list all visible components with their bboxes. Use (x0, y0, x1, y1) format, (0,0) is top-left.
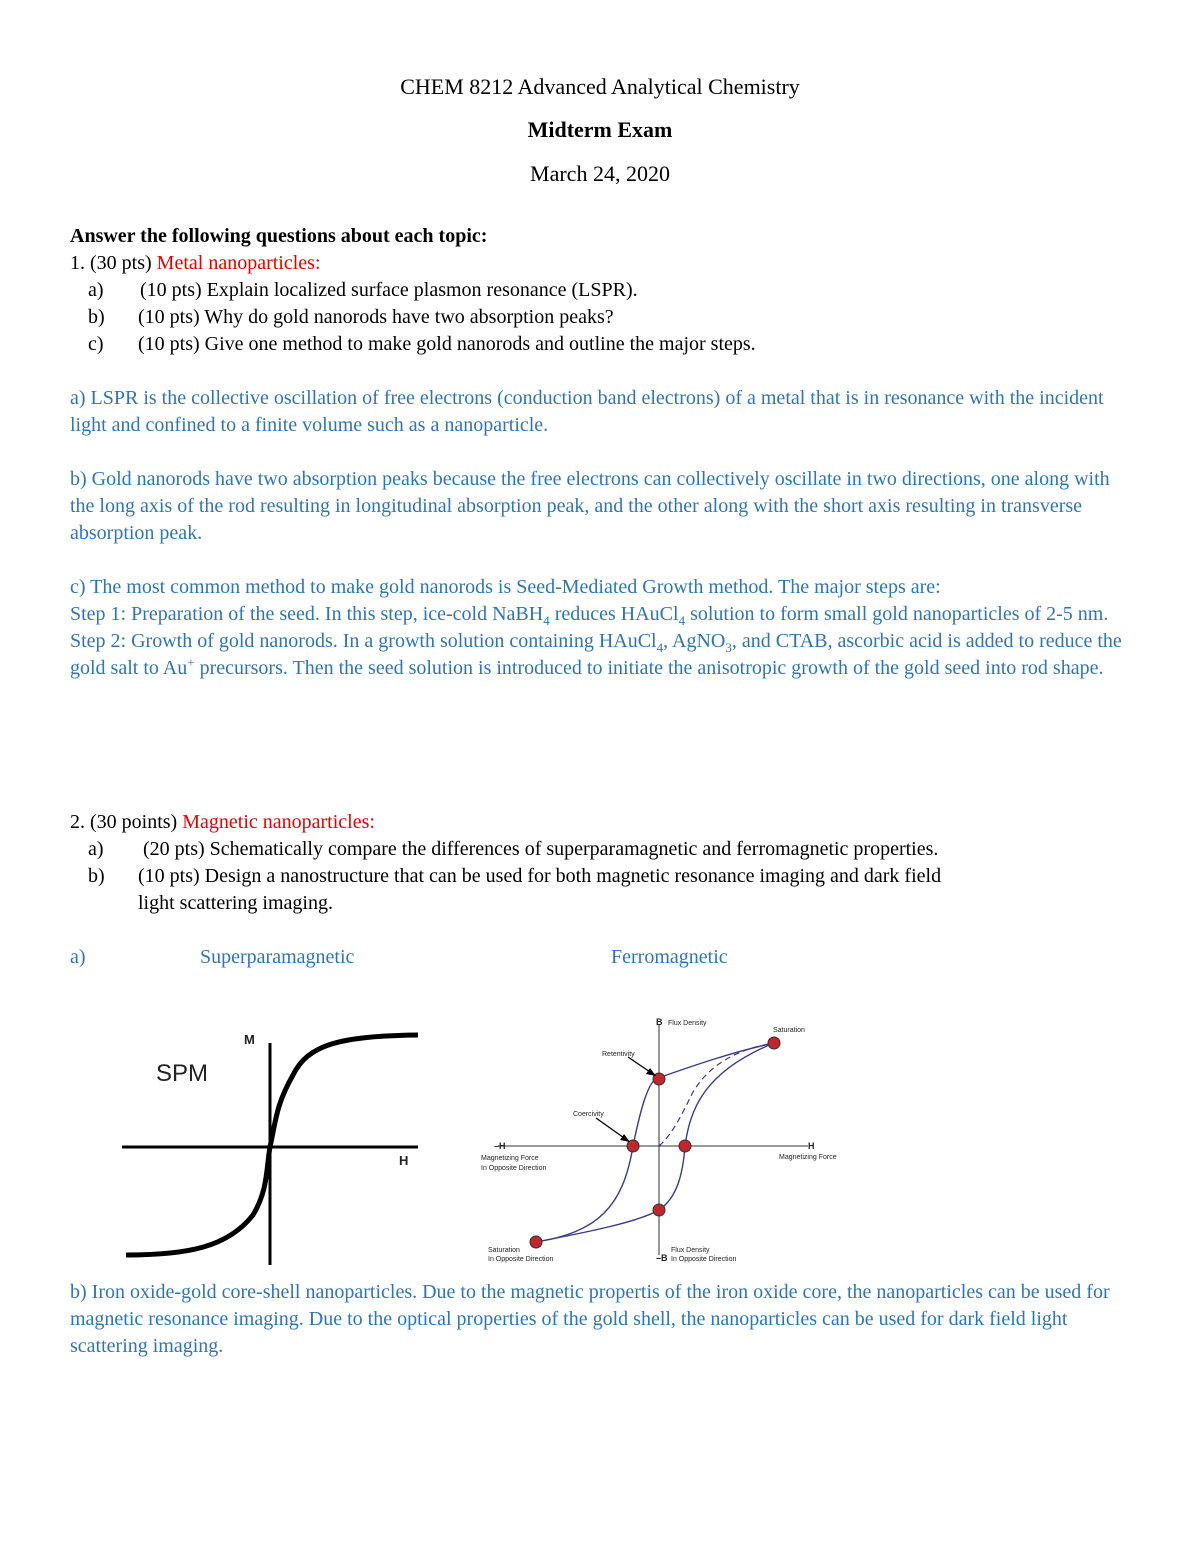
spm-label: SPM (156, 1060, 209, 1087)
q1-points: (30 pts) (90, 252, 152, 274)
q2-part-b-text-cont: light scattering imaging. (138, 892, 333, 914)
q2-part-a-text: (20 pts) Schematically compare the differences of superparamagnetic and ferromagnetic properties. (143, 838, 939, 860)
q2-points: (30 points) (90, 811, 178, 833)
ferro-saturation-label: Saturation (773, 1027, 805, 1034)
ferro-neg-saturation-text-1: Saturation (488, 1247, 520, 1254)
ferro-point-neg-saturation (530, 1236, 542, 1248)
ferro-neg-b-text-2: In Opposite Direction (671, 1256, 737, 1263)
ferro-neg-b-text-1: Flux Density (671, 1247, 710, 1254)
q1-answer-c-step1: Step 1: Preparation of the seed. In this step, ice-cold NaBH$_4$ reduces HAuCl$_4$ solution to form small gold nanoparticles of 2-5 nm. (70, 603, 1109, 628)
q1-topic: Metal nanoparticles: (156, 252, 321, 274)
coercivity-arrowhead (620, 1134, 630, 1142)
q2-part-b-text: (10 pts) Design a nanostructure that can be used for both magnetic resonance imaging and dark field (138, 865, 942, 887)
q1-answer-c-step2: Step 2: Growth of gold nanorods. In a growth solution containing HAuCl$_4$, AgNO$_3$, and CTAB, ascorbic acid is added to reduce the gold salt to Au+ precursors. Then the seed solution is introduced to initiate the anisotropic growth of the gold seed into rod shape. (70, 630, 1122, 679)
ferro-neg-saturation-text-2: In Opposite Direction (488, 1256, 554, 1263)
q2-number: 2. (70, 811, 85, 833)
q2-part-a-label: a) (88, 838, 104, 860)
ferro-b-label: B (656, 1017, 663, 1027)
q1-part-a-label: a) (88, 279, 104, 301)
ferro-point-neg-retentivity (653, 1204, 665, 1216)
course-title: CHEM 8212 Advanced Analytical Chemistry (400, 74, 800, 99)
exam-date: March 24, 2020 (530, 161, 670, 186)
q1-part-c-text: (10 pts) Give one method to make gold nanorods and outline the major steps. (138, 333, 756, 355)
q1-part-b-text: (10 pts) Why do gold nanorods have two absorption peaks? (138, 306, 614, 328)
question-2-heading (70, 811, 375, 834)
q2-answer-a-label: a) (70, 946, 86, 968)
q1-answer-b (70, 466, 1130, 547)
q1-part-b-label: b) (88, 306, 105, 328)
ferro-neg-h-label: –H (494, 1141, 506, 1151)
question-1-heading (70, 252, 321, 275)
q1-answer-c-intro: c) The most common method to make gold nanorods is Seed-Mediated Growth method. The major steps are: (70, 576, 941, 598)
q2-answer-a-col1: Superparamagnetic (200, 946, 355, 968)
spm-magnetization-figure (118, 1025, 423, 1270)
retentivity-arrowhead (646, 1068, 656, 1076)
ferro-h-axis-label: Magnetizing Force (779, 1154, 837, 1161)
ferro-neg-h-text-1: Magnetizing Force (481, 1155, 539, 1162)
ferromagnetic-hysteresis-figure (478, 1012, 858, 1270)
instructions: Answer the following questions about each topic: (70, 225, 488, 247)
spm-m-label: M (244, 1032, 255, 1047)
q2-topic: Magnetic nanoparticles: (182, 811, 375, 833)
q1-answer-a (70, 385, 1130, 439)
ferro-point-saturation (768, 1037, 780, 1049)
q2-answer-a-col2: Ferromagnetic (611, 946, 728, 968)
q1-answer-a-text: a) LSPR is the collective oscillation of free electrons (conduction band electrons) of a metal that is in resonance with the incident light and confined to a finite volume such as a nanoparticle. (70, 387, 1104, 436)
q1-number: 1. (70, 252, 85, 274)
ferro-point-pos-coercivity (679, 1140, 691, 1152)
q1-part-a-text: (10 pts) Explain localized surface plasmon resonance (LSPR). (140, 279, 638, 301)
q2-answer-b-text: b) Iron oxide-gold core-shell nanoparticles. Due to the magnetic propertis of the iron oxide core, the nanoparticles can be used for magnetic resonance imaging. Due to the optical properties of the gold shell, the nanoparticles can be used for dark field light scattering imaging. (70, 1281, 1110, 1357)
ferro-b-axis-label: Flux Density (668, 1020, 707, 1027)
ferro-neg-b-label: –B (656, 1253, 668, 1263)
q1-answer-c (70, 574, 1130, 682)
spm-h-label: H (399, 1153, 409, 1168)
ferro-coercivity-label: Coercivity (573, 1111, 604, 1118)
exam-title: Midterm Exam (527, 117, 673, 142)
ferro-point-coercivity (627, 1140, 639, 1152)
ferro-retentivity-label: Retentivity (602, 1051, 635, 1058)
ferro-h-label: H (808, 1141, 815, 1151)
q2-answer-b (70, 1279, 1130, 1360)
q1-answer-b-text: b) Gold nanorods have two absorption peaks because the free electrons can collectively oscillate in two directions, one along with the long axis of the rod resulting in longitudinal absorption peak, and the other along with the short axis resulting in transverse absorption peak. (70, 468, 1110, 544)
ferro-neg-h-text-2: In Opposite Direction (481, 1165, 547, 1172)
q2-part-b-label: b) (88, 865, 105, 887)
q1-part-c-label: c) (88, 333, 104, 355)
